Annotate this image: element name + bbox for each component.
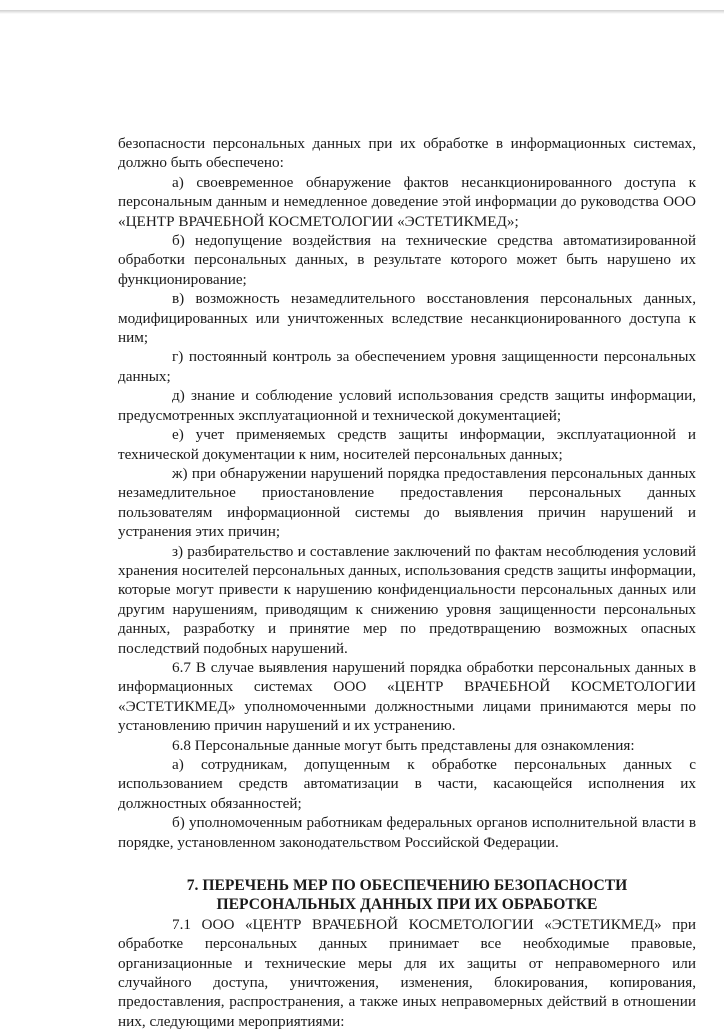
list-item-g: г) постоянный контроль за обеспечением уровня защищенности персональных данных; (118, 348, 696, 385)
section-heading-line-2: ПЕРСОНАЛЬНЫХ ДАННЫХ ПРИ ИХ ОБРАБОТКЕ (216, 896, 598, 914)
section-heading (118, 876, 696, 915)
section-heading-line-1: 7. ПЕРЕЧЕНЬ МЕР ПО ОБЕСПЕЧЕНИЮ БЕЗОПАСНОСТИ (186, 877, 628, 895)
clause-7-1: 7.1 ООО «ЦЕНТР ВРАЧЕБНОЙ КОСМЕТОЛОГИИ «ЭСТЕТИКМЕД» при обработке персональных данных принимает все необходимые правовые, организационные и технические меры для их защиты от неправомерного или случайного доступа, уничтожения, изменения, блокирования, копирования, предоставления, распространения, а также иных неправомерных действий в отношении них, следующими мероприятиями: (118, 915, 696, 1030)
list-item-zh: ж) при обнаружении нарушений порядка предоставления персональных данных незамедлительное приостановление предоставления персональных данных пользователям информационной системы до выявления причин нарушений и устранения этих причин; (118, 464, 696, 541)
document-page (118, 134, 696, 1031)
list-item-e: е) учет применяемых средств защиты информации, эксплуатационной и технической документации к ним, носителей персональных данных; (118, 426, 696, 463)
clause-6-7: 6.7 В случае выявления нарушений порядка обработки персональных данных в информационных системах ООО «ЦЕНТР ВРАЧЕБНОЙ КОСМЕТОЛОГИИ «ЭСТЕТИКМЕД» уполномоченными должностными лицами принимаются меры по установлению причин нарушений и их устранению. (118, 658, 696, 735)
clause-6-8-a: а) сотрудникам, допущенным к обработке персональных данных с использованием средств автоматизации в части, касающейся исполнения их должностных обязанностей; (118, 756, 696, 812)
scan-edge (0, 10, 724, 14)
list-item-v: в) возможность незамедлительного восстановления персональных данных, модифицированных или уничтоженных вследствие несанкционированного доступа к ним; (118, 290, 696, 347)
list-item-d: д) знание и соблюдение условий использования средств защиты информации, предусмотренных эксплуатационной и технической документацией; (118, 387, 696, 424)
clause-6-8-b: б) уполномоченным работникам федеральных органов исполнительной власти в порядке, установленном законодательством Российской Федерации. (118, 814, 696, 851)
paragraph-continuation: безопасности персональных данных при их обработке в информационных системах, должно быть обеспечено: (118, 135, 696, 172)
list-item-z: з) разбирательство и составление заключений по фактам несоблюдения условий хранения носителей персональных данных, использования средств защиты информации, которые могут привести к нарушению конфиденциальности персональных данных или другим нарушениям, приводящим к снижению уровня защищенности персональных данных, разработку и принятие мер по предотвращению возможных опасных последствий подобных нарушений. (118, 542, 696, 657)
clause-6-8: 6.8 Персональные данные могут быть представлены для ознакомления: (172, 736, 635, 754)
list-item-b: б) недопущение воздействия на технические средства автоматизированной обработки персональных данных, в результате которого может быть нарушено их функционирование; (118, 232, 696, 288)
list-item-a: а) своевременное обнаружение фактов несанкционированного доступа к персональным данным и немедленное доведение этой информации до руководства ООО «ЦЕНТР ВРАЧЕБНОЙ КОСМЕТОЛОГИИ «ЭСТЕТИКМЕД»; (118, 173, 696, 230)
